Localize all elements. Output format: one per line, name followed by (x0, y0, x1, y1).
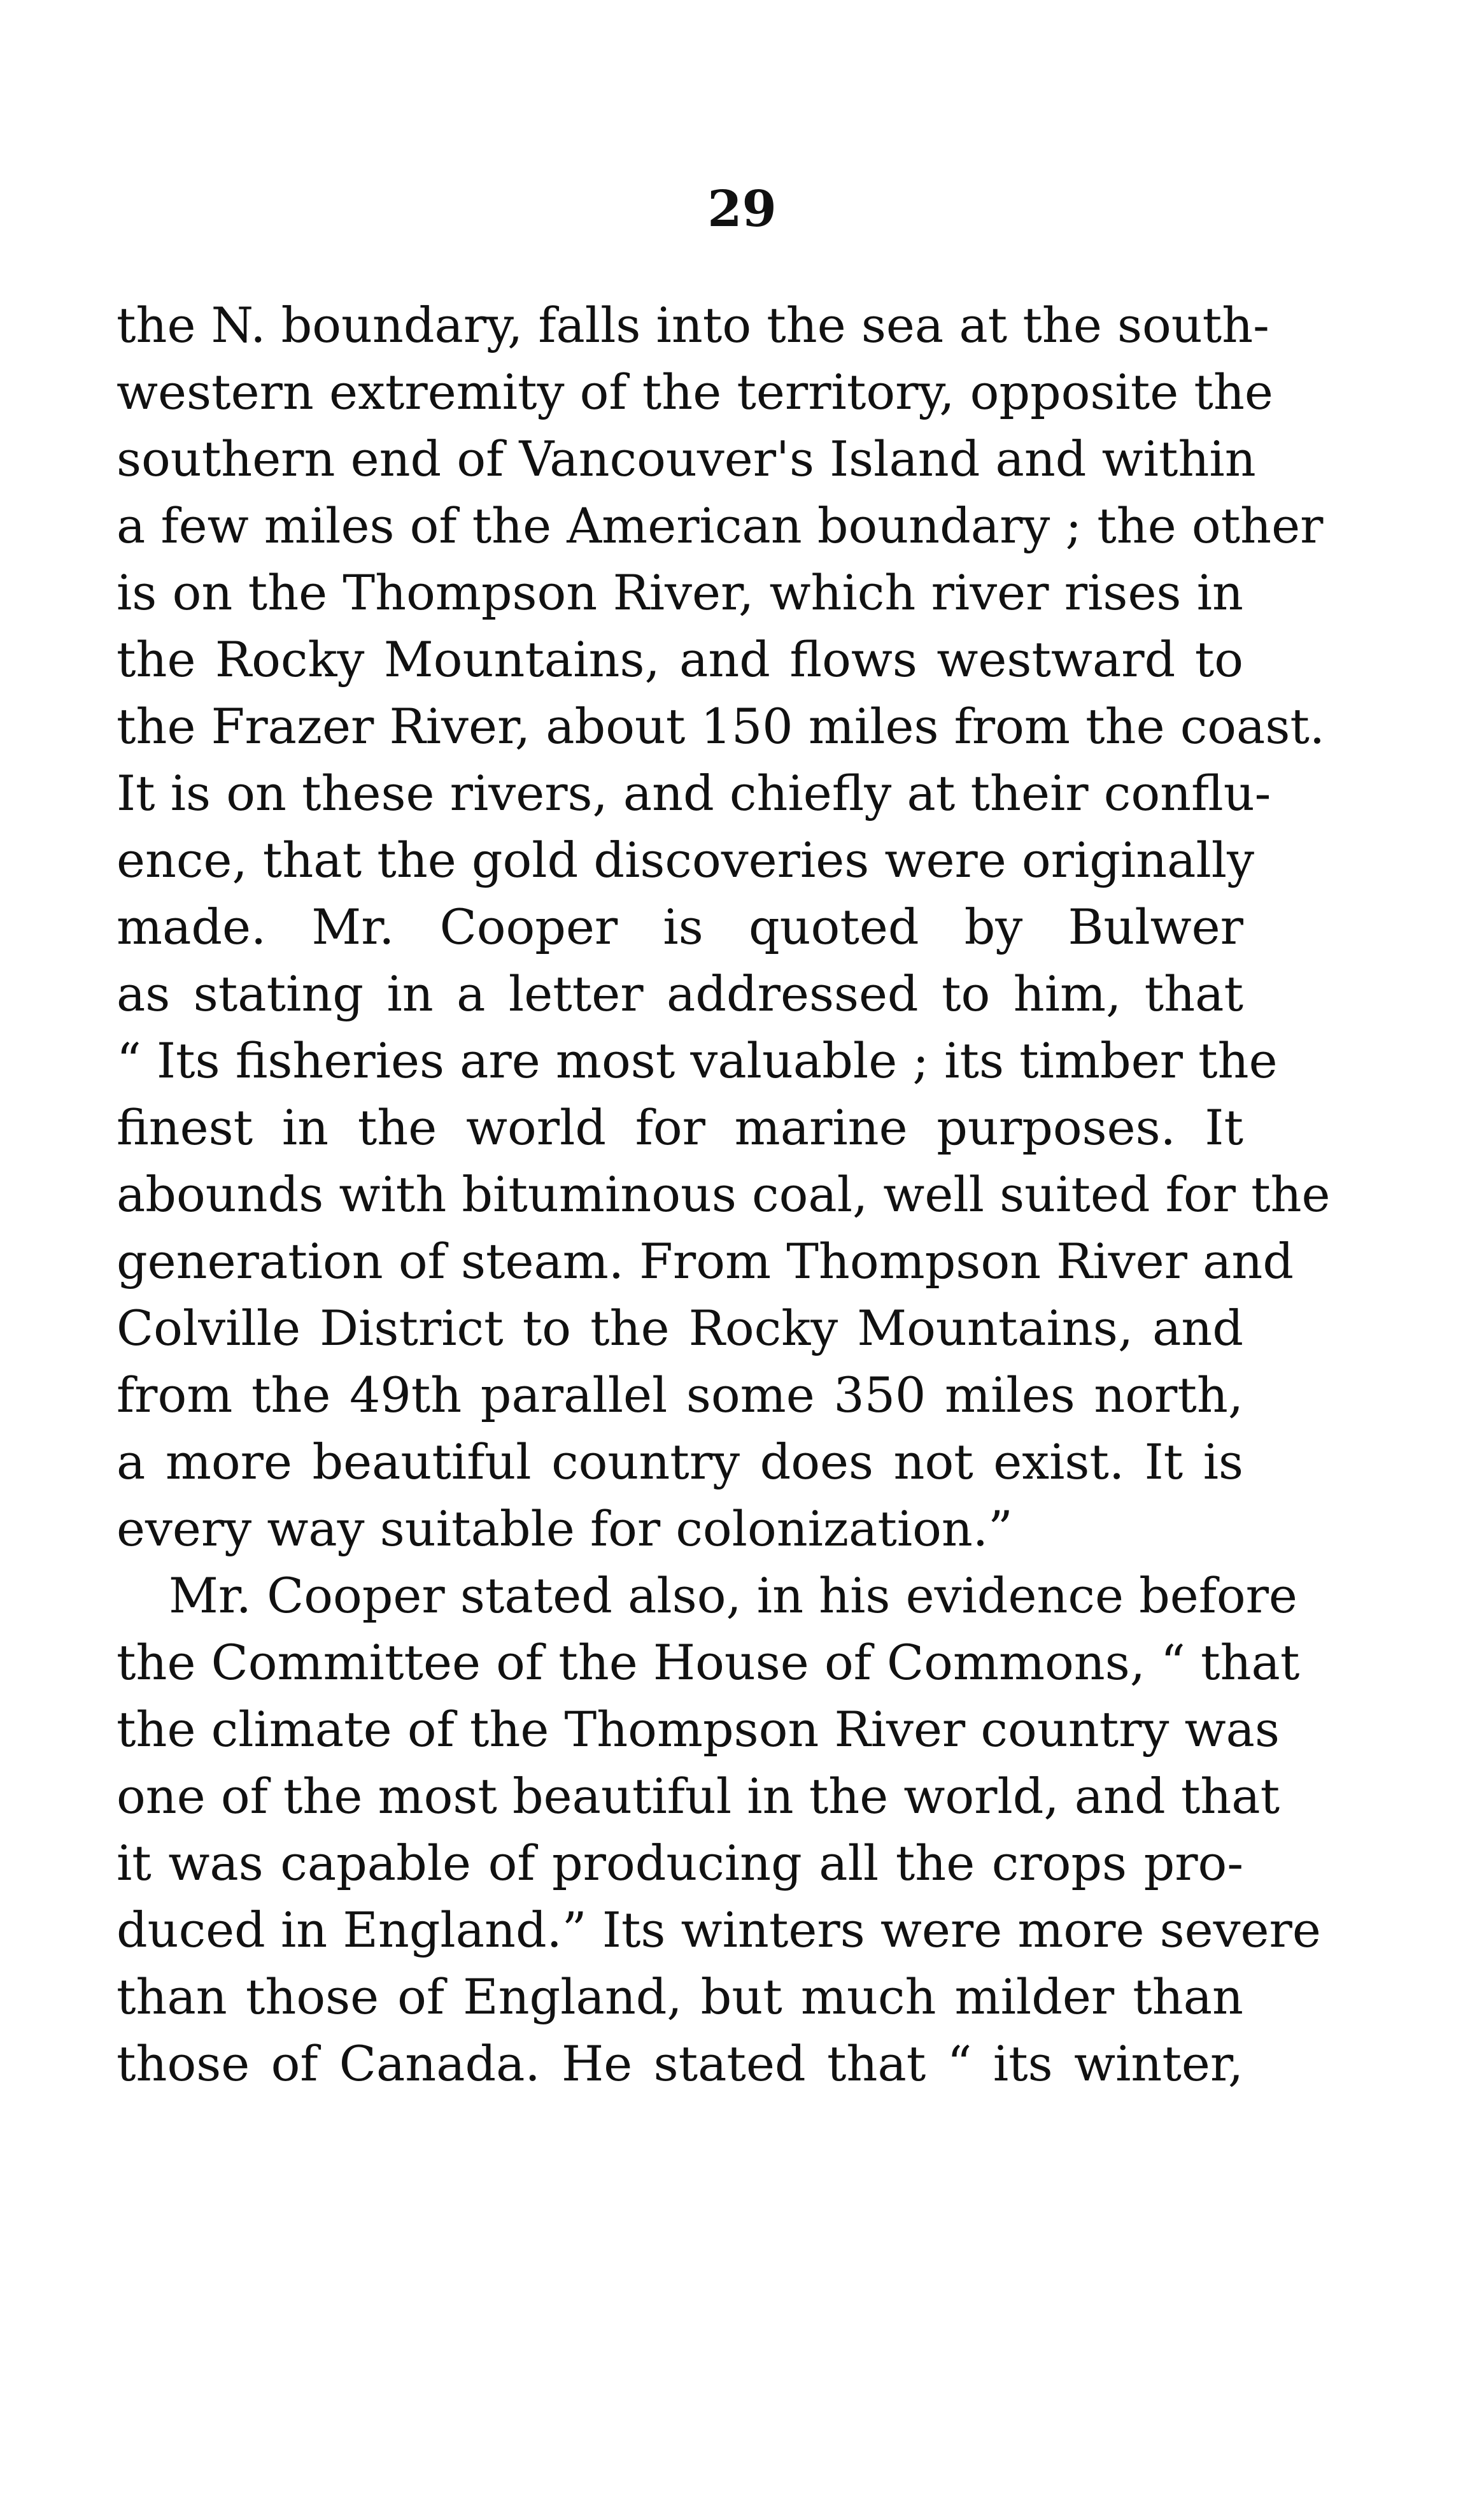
paragraph-2 (117, 1562, 1321, 2097)
text-line: duced in England.” Its winters were more severe (117, 1901, 1321, 1958)
text-line: finest in the world for marine purposes. It (117, 1099, 1243, 1156)
text-line: made. Mr. Cooper is quoted by Bulwer (117, 899, 1243, 955)
text-line: generation of steam. From Thompson River and (117, 1233, 1294, 1290)
text-line: a few miles of the American boundary ; the other (117, 497, 1324, 554)
text-line: Mr. Cooper stated also, in his evidence before (169, 1567, 1297, 1624)
text-line: It is on these rivers, and chiefly at their conflu- (117, 765, 1271, 821)
text-line: western extremity of the territory, opposite the (117, 364, 1273, 420)
text-line: the N. boundary, falls into the sea at the south- (117, 297, 1269, 353)
text-line: every way suitable for colonization.” (117, 1500, 1013, 1557)
text-line: a more beautiful country does not exist. It is (117, 1433, 1243, 1490)
text-line: from the 49th parallel some 350 miles north, (117, 1367, 1243, 1423)
text-line: the Rocky Mountains, and flows westward to (117, 631, 1243, 688)
body-text (117, 292, 1331, 2097)
text-line: abounds with bituminous coal, well suited for the (117, 1166, 1331, 1223)
text-line: the climate of the Thompson River country was (117, 1701, 1280, 1758)
text-line: as stating in a letter addressed to him, that (117, 965, 1243, 1022)
text-line: than those of England, but much milder than (117, 1968, 1243, 2025)
text-line: those of Canada. He stated that “ its winter, (117, 2035, 1243, 2092)
page-number: 29 (707, 180, 777, 238)
text-line: southern end of Vancouver's Island and within (117, 430, 1256, 487)
paragraph-1 (117, 292, 1331, 1562)
text-line: “ Its fisheries are most valuable ; its timber the (117, 1032, 1278, 1089)
text-line: Colville District to the Rocky Mountains, and (117, 1300, 1243, 1356)
text-line: the Frazer River, about 150 miles from the coast. (117, 698, 1325, 755)
text-line: it was capable of producing all the crops pro- (117, 1835, 1243, 1891)
text-line: the Committee of the House of Commons, “ that (117, 1634, 1300, 1691)
text-line: ence, that the gold discoveries were originally (117, 832, 1255, 888)
text-line: is on the Thompson River, which river rises in (117, 564, 1243, 621)
text-line: one of the most beautiful in the world, and that (117, 1768, 1280, 1824)
